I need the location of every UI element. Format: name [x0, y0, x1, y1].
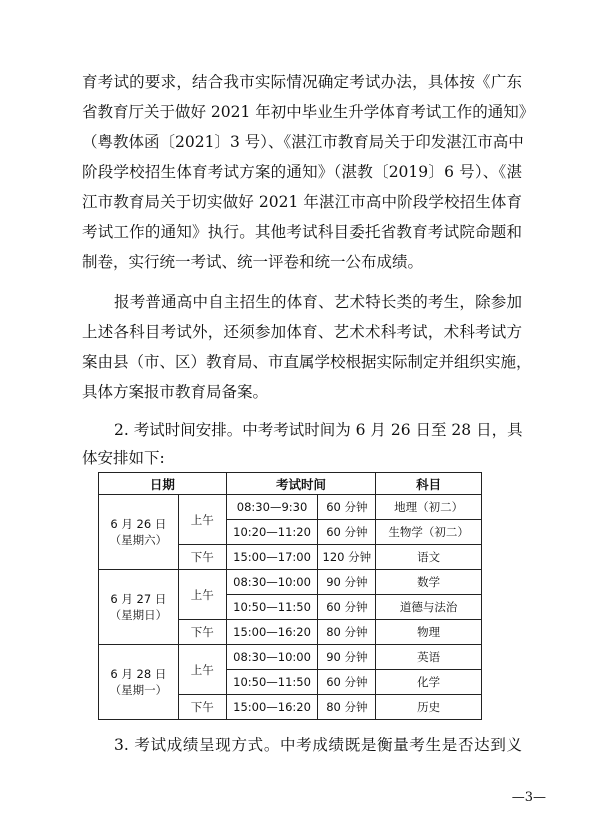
text-line: 育考试的要求，结合我市实际情况确定考试办法，具体按《广东 [82, 73, 522, 91]
text-line: 3. 考试成绩呈现方式。中考成绩既是衡量考生是否达到义 [114, 736, 522, 754]
weekday-label: （星期一） [109, 683, 168, 697]
time-cell: 10:50—11:50 [226, 670, 318, 695]
time-cell: 15:00—17:00 [226, 545, 318, 570]
date-cell [99, 495, 179, 570]
table-header-row [99, 473, 482, 495]
date-cell [99, 570, 179, 645]
text-line: 考试工作的通知》执行。其他考试科目委托省教育考试院命题和 [82, 223, 522, 241]
text-line: 体安排如下: [82, 449, 165, 467]
text-line: 制卷，实行统一考试、统一评卷和统一公布成绩。 [82, 253, 424, 271]
text-line: 上述各科目考试外，还须参加体育、艺术术科考试，术科考试方 [82, 323, 522, 341]
time-cell: 08:30—9:30 [226, 495, 318, 520]
time-cell: 08:30—10:00 [226, 570, 318, 595]
text-line: 具体方案报市教育局备案。 [82, 383, 269, 401]
subject-cell: 道德与法治 [376, 595, 482, 620]
pm-label: 下午 [178, 545, 226, 570]
pm-label: 下午 [178, 620, 226, 645]
header-date: 日期 [99, 473, 227, 495]
subject-cell: 生物学（初二） [376, 520, 482, 545]
time-cell: 15:00—16:20 [226, 620, 318, 645]
text-line: 报考普通高中自主招生的体育、艺术特长类的考生，除参加 [114, 293, 522, 311]
page-number: —3— [511, 790, 546, 805]
duration-cell: 120 分钟 [318, 545, 376, 570]
weekday-label: （星期日） [109, 608, 168, 622]
subject-cell: 英语 [376, 645, 482, 670]
time-cell: 10:50—11:50 [226, 595, 318, 620]
weekday-label: （星期六） [109, 533, 168, 547]
duration-cell: 60 分钟 [318, 595, 376, 620]
text-line: 省教育厅关于做好 2021 年初中毕业生升学体育考试工作的通知》 [82, 103, 535, 121]
table-row [99, 645, 482, 670]
text-line: （粤教体函〔2021〕3 号）、《湛江市教育局关于印发湛江市高中 [82, 133, 524, 151]
pm-label: 下午 [178, 695, 226, 720]
subject-cell: 数学 [376, 570, 482, 595]
header-exam-time: 考试时间 [226, 473, 376, 495]
am-label: 上午 [178, 495, 226, 545]
text-line: 案由县（市、区）教育局、市直属学校根据实际制定并组织实施， [82, 353, 532, 371]
time-cell: 08:30—10:00 [226, 645, 318, 670]
table-row [99, 570, 482, 595]
duration-cell: 80 分钟 [318, 620, 376, 645]
time-cell: 15:00—16:20 [226, 695, 318, 720]
duration-cell: 60 分钟 [318, 520, 376, 545]
time-cell: 10:20—11:20 [226, 520, 318, 545]
subject-cell: 语文 [376, 545, 482, 570]
date-cell [99, 645, 179, 720]
duration-cell: 80 分钟 [318, 695, 376, 720]
subject-cell: 物理 [376, 620, 482, 645]
duration-cell: 90 分钟 [318, 570, 376, 595]
table-row [99, 495, 482, 520]
exam-schedule-table [98, 472, 482, 720]
duration-cell: 60 分钟 [318, 670, 376, 695]
date-label: 6 月 27 日 [110, 592, 167, 606]
date-label: 6 月 28 日 [110, 667, 167, 681]
date-label: 6 月 26 日 [110, 517, 167, 531]
header-subject: 科目 [376, 473, 482, 495]
am-label: 上午 [178, 570, 226, 620]
am-label: 上午 [178, 645, 226, 695]
text-line: 阶段学校招生体育考试方案的通知》（湛教〔2019〕6 号）、《湛 [82, 163, 522, 181]
text-line: 2. 考试时间安排。中考考试时间为 6 月 26 日至 28 日，具 [114, 421, 523, 439]
duration-cell: 90 分钟 [318, 645, 376, 670]
subject-cell: 地理（初二） [376, 495, 482, 520]
subject-cell: 化学 [376, 670, 482, 695]
duration-cell: 60 分钟 [318, 495, 376, 520]
text-line: 江市教育局关于切实做好 2021 年湛江市高中阶段学校招生体育 [82, 193, 522, 211]
subject-cell: 历史 [376, 695, 482, 720]
